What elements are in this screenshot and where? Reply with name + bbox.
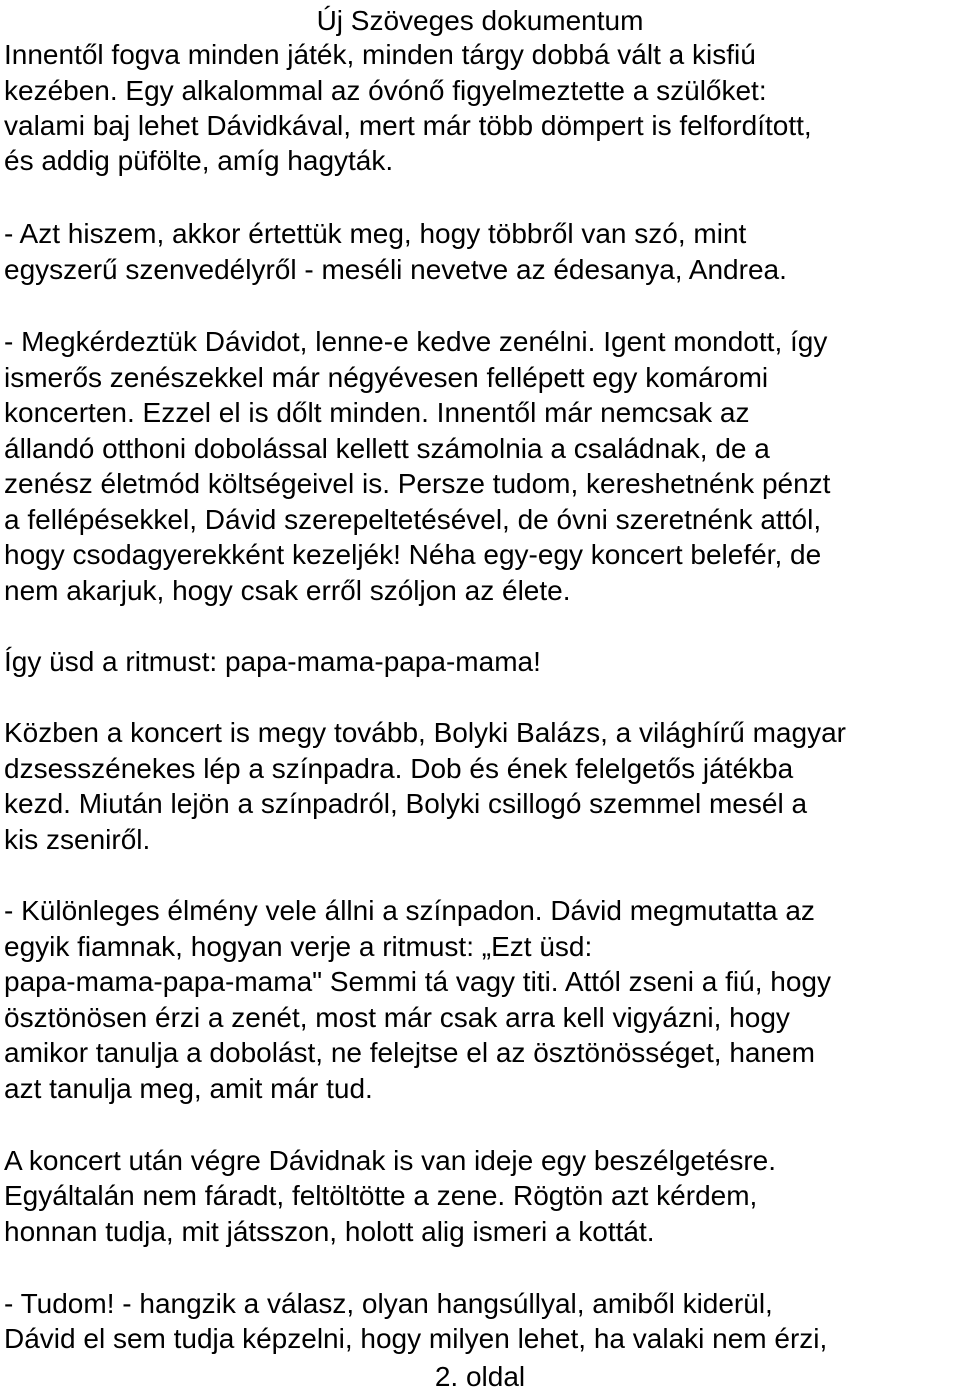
text-line: állandó otthoni dobolással kellett számolnia a családnak, de a: [4, 433, 770, 464]
text-line: és addig püfölte, amíg hagyták.: [4, 145, 394, 176]
text-line: valami baj lehet Dávidkával, mert már több dömpert is felfordított,: [4, 110, 812, 141]
text-line: ismerős zenészekkel már négyévesen fellépett egy komáromi: [4, 362, 769, 393]
text-line: Így üsd a ritmust: papa-mama-papa-mama!: [4, 646, 541, 677]
text-line: kezében. Egy alkalommal az óvónő figyelmeztette a szülőket:: [4, 75, 767, 106]
text-line: amikor tanulja a dobolást, ne felejtse el az ösztönösséget, hanem: [4, 1037, 815, 1068]
text-line: azt tanulja meg, amit már tud.: [4, 1073, 373, 1104]
text-line: egyik fiamnak, hogyan verje a ritmust: „Ezt üsd:: [4, 931, 593, 962]
text-line: koncerten. Ezzel el is dőlt minden. Innentől már nemcsak az: [4, 397, 750, 428]
text-line: Egyáltalán nem fáradt, feltöltötte a zene. Rögtön azt kérdem,: [4, 1180, 758, 1211]
text-line: papa-mama-papa-mama" Semmi tá vagy titi. Attól zseni a fiú, hogy: [4, 966, 831, 997]
text-line: Innentől fogva minden játék, minden tárgy dobbá vált a kisfiú: [4, 39, 756, 70]
text-line: ösztönösen érzi a zenét, most már csak arra kell vigyázni, hogy: [4, 1002, 790, 1033]
text-line: honnan tudja, mit játsszon, holott alig ismeri a kottát.: [4, 1216, 655, 1247]
text-line: Dávid el sem tudja képzelni, hogy milyen lehet, ha valaki nem érzi,: [4, 1323, 828, 1354]
text-line: hogy csodagyerekként kezeljék! Néha egy-egy koncert belefér, de: [4, 539, 822, 570]
text-line: a fellépésekkel, Dávid szerepeltetésével, de óvni szeretnénk attól,: [4, 504, 822, 535]
text-line: - Tudom! - hangzik a válasz, olyan hangsúllyal, amiből kiderül,: [4, 1288, 773, 1319]
text-line: - Különleges élmény vele állni a színpadon. Dávid megmutatta az: [4, 895, 815, 926]
text-line: zenész életmód költségeivel is. Persze tudom, kereshetnénk pénzt: [4, 468, 831, 499]
text-line: A koncert után végre Dávidnak is van ideje egy beszélgetésre.: [4, 1145, 777, 1176]
document-title: Új Szöveges dokumentum: [316, 5, 644, 36]
text-line: - Megkérdeztük Dávidot, lenne-e kedve zenélni. Igent mondott, így: [4, 326, 828, 357]
text-line: - Azt hiszem, akkor értettük meg, hogy többről van szó, mint: [4, 218, 747, 249]
text-line: kis zseniről.: [4, 824, 151, 855]
text-line: nem akarjuk, hogy csak erről szóljon az élete.: [4, 575, 571, 606]
text-line: Közben a koncert is megy tovább, Bolyki Balázs, a világhírű magyar: [4, 717, 846, 748]
text-line: kezd. Miután lejön a színpadról, Bolyki csillogó szemmel mesél a: [4, 788, 808, 819]
page-number: 2. oldal: [434, 1361, 526, 1392]
text-line: egyszerű szenvedélyről - meséli nevetve az édesanya, Andrea.: [4, 254, 787, 285]
text-line: dzsesszénekes lép a színpadra. Dob és ének felelgetős játékba: [4, 753, 794, 784]
